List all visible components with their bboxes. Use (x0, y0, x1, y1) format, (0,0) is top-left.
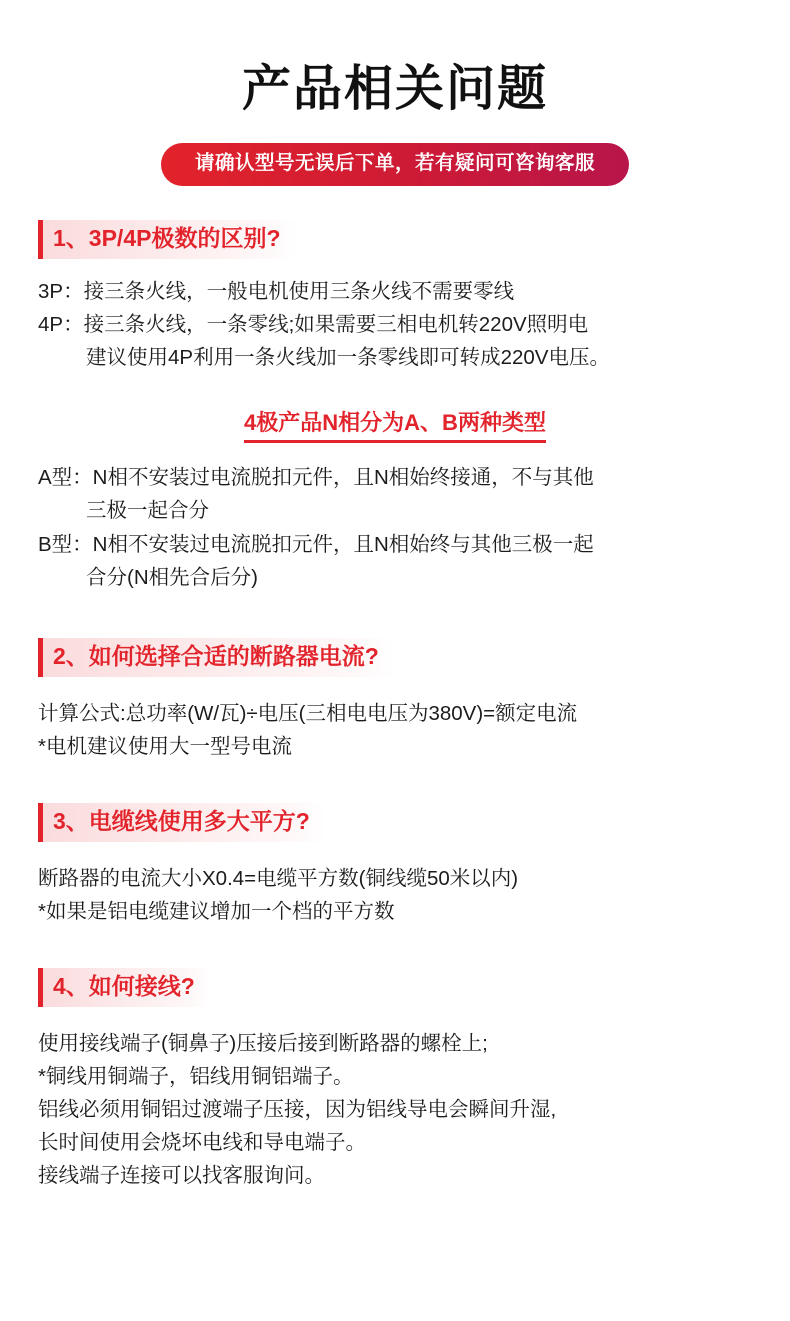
faq-line: 合分(N相先合后分) (86, 565, 258, 589)
faq-line: *电机建议使用大一型号电流 (38, 734, 292, 758)
faq-section-3 (38, 803, 752, 928)
faq-subsection-heading: 4极产品N相分为A、B两种类型 (244, 409, 546, 444)
faq-line: B型：N相不安装过电流脱扣元件，且N相始终与其他三极一起 (38, 532, 594, 556)
faq-line: 断路器的电流大小X0.4=电缆平方数(铜线缆50米以内) (38, 866, 519, 890)
faq-section-4 (38, 968, 752, 1193)
faq-heading-2: 2、如何选择合适的断路器电流? (38, 638, 395, 677)
subtitle-banner-wrap (38, 143, 752, 186)
faq-subsection-heading-wrap (38, 409, 752, 444)
subtitle-banner: 请确认型号无误后下单，若有疑问可咨询客服 (161, 143, 629, 186)
page-title: 产品相关问题 (241, 62, 548, 116)
faq-body-1 (38, 275, 752, 375)
faq-subsection-body (38, 461, 752, 594)
faq-line: A型：N相不安装过电流脱扣元件，且N相始终接通，不与其他 (38, 466, 594, 490)
faq-line: 长时间使用会烧坏电线和导电端子。 (38, 1131, 366, 1155)
faq-heading-1: 1、3P/4P极数的区别? (38, 220, 297, 259)
faq-line: 4P：接三条火线，一条零线;如果需要三相电机转220V照明电 (38, 313, 589, 337)
faq-body-4 (38, 1027, 752, 1193)
faq-heading-4: 4、如何接线? (38, 968, 211, 1007)
faq-section-2 (38, 638, 752, 763)
faq-section-1 (38, 220, 752, 594)
faq-line: *铜线用铜端子，铝线用铜铝端子。 (38, 1064, 354, 1088)
faq-line: 3P：接三条火线，一般电机使用三条火线不需要零线 (38, 279, 515, 303)
faq-line: *如果是铝电缆建议增加一个档的平方数 (38, 899, 395, 923)
faq-body-3 (38, 862, 752, 928)
faq-line: 三极一起合分 (86, 499, 209, 523)
faq-line: 计算公式:总功率(W/瓦)÷电压(三相电电压为380V)=额定电流 (38, 701, 578, 725)
faq-line: 使用接线端子(铜鼻子)压接后接到断路器的螺栓上; (38, 1031, 488, 1055)
faq-line: 铝线必须用铜铝过渡端子压接，因为铝线导电会瞬间升湿, (38, 1097, 557, 1121)
faq-line: 建议使用4P利用一条火线加一条零线即可转成220V电压。 (86, 346, 610, 370)
faq-body-2 (38, 697, 752, 763)
faq-heading-3: 3、电缆线使用多大平方? (38, 803, 326, 842)
faq-line: 接线端子连接可以找客服询问。 (38, 1164, 325, 1188)
